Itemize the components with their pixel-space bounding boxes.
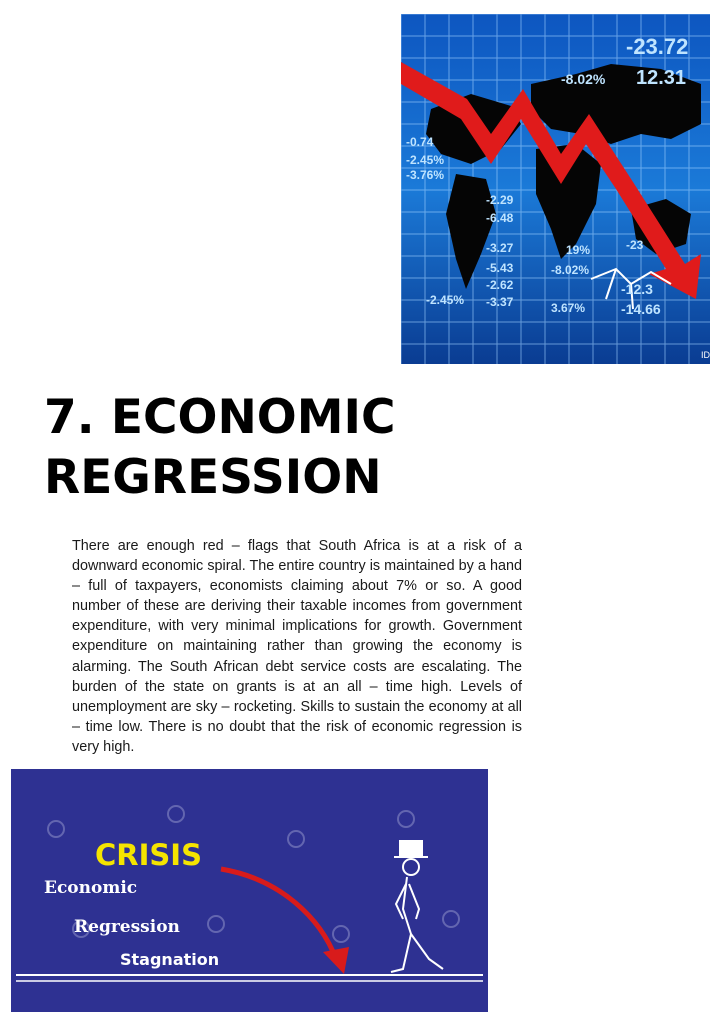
ticker-number: -3.37 (486, 295, 514, 309)
stagnation-label: Stagnation (120, 950, 220, 969)
heading-line-2: REGRESSION (44, 450, 382, 505)
ticker-number: -8.02% (551, 263, 590, 277)
ticker-number: -8.02% (561, 71, 606, 87)
ticker-number: 19% (566, 243, 591, 257)
ticker-number: -23.72 (626, 34, 689, 59)
corner-id: ID (701, 350, 710, 360)
ticker-number: -0.74 (406, 135, 434, 149)
ticker-number: -2.45% (406, 153, 445, 167)
body-paragraph: There are enough red – flags that South Africa is at a risk of a downward economic spiral. The entire country is maintained by a hand – full of taxpayers, economists claiming about 7% or so. A good number of these are deriving their taxable incomes from government expenditure, with very minimal implications for growth. Government expenditure on maintaining rather than growing the economy is alarming. The South African debt service costs are escalating. The burden of the state on grants is at an all – time high. Levels of unemployment are sky – rocketing. Skills to sustain the economy at all – time low. There is no doubt that the risk of economic regression is very high. (72, 538, 522, 755)
economic-label: Economic (44, 878, 138, 898)
ticker-number: -23 (626, 238, 644, 252)
ticker-number: -2.29 (486, 193, 514, 207)
ticker-number: 12.31 (636, 67, 687, 89)
heading-line-1: 7. ECONOMIC (44, 390, 396, 445)
ticker-number: -2.62 (486, 278, 514, 292)
regression-label: Regression (74, 917, 180, 937)
stock-crash-image (401, 14, 710, 364)
crisis-illustration (11, 769, 488, 1012)
ticker-number: -2.45% (426, 293, 465, 307)
crisis-label: CRISIS (95, 838, 202, 872)
ticker-number: -6.48 (486, 211, 514, 225)
ticker-number: -5.43 (486, 261, 514, 275)
ticker-number: 3.67% (551, 301, 586, 315)
ticker-number: -3.76% (406, 168, 445, 182)
ticker-number: -3.27 (486, 241, 514, 255)
ticker-number: -14.66 (621, 301, 661, 317)
ticker-number: -12.3 (621, 281, 653, 297)
page-heading (44, 388, 684, 508)
